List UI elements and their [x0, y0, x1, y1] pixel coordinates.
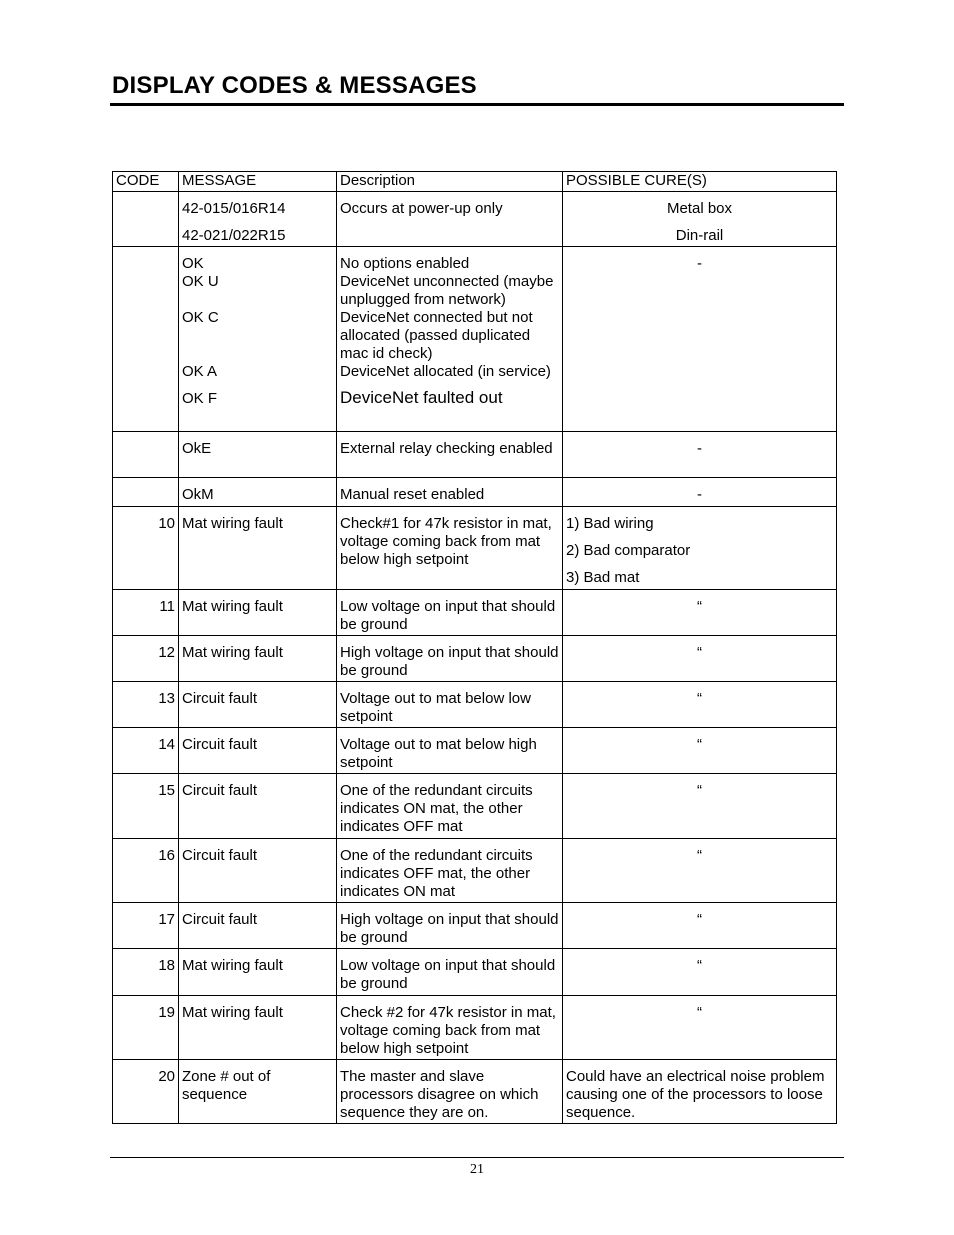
message-cell: Circuit fault [179, 682, 337, 728]
message-cell [179, 247, 337, 432]
description-cell: The master and slave processors disagree on which sequence they are on. [337, 1060, 563, 1124]
code-cell: 19 [113, 996, 179, 1060]
message-cell: Circuit fault [179, 903, 337, 949]
code-cell: 13 [113, 682, 179, 728]
table-row [113, 839, 837, 903]
code-cell [113, 247, 179, 432]
table-row [113, 728, 837, 774]
cure-cell: “ [563, 728, 837, 774]
message-cell: OkE [179, 432, 337, 478]
cure-cell: - [563, 478, 837, 507]
description-cell: Low voltage on input that should be ground [337, 949, 563, 996]
message-line: OK C [182, 309, 219, 326]
table-row [113, 1060, 837, 1124]
description-cell: One of the redundant circuits indicates ON mat, the other indicates OFF mat [337, 774, 563, 839]
message-cell: Mat wiring fault [179, 507, 337, 590]
cure-cell: - [563, 432, 837, 478]
code-cell: 15 [113, 774, 179, 839]
code-cell: 12 [113, 636, 179, 682]
message-cell: Circuit fault [179, 774, 337, 839]
message-line: OK A [182, 363, 218, 380]
table-row [113, 478, 837, 507]
cure-cell: Could have an electrical noise problem causing one of the processors to loose sequence. [563, 1060, 837, 1124]
description-line: No options enabled [340, 255, 470, 272]
header-message: MESSAGE [179, 172, 337, 192]
page-title: DISPLAY CODES & MESSAGES [112, 72, 477, 99]
description-cell [337, 247, 563, 432]
table-row [113, 636, 837, 682]
message-cell: Circuit fault [179, 728, 337, 774]
cure-line: 3) Bad mat [566, 569, 640, 586]
cure-line: - [697, 255, 702, 272]
description-cell: Check#1 for 47k resistor in mat, voltage coming back from mat below high setpoint [337, 507, 563, 590]
cure-cell: “ [563, 774, 837, 839]
code-cell: 18 [113, 949, 179, 996]
description-cell: One of the redundant circuits indicates OFF mat, the other indicates ON mat [337, 839, 563, 903]
description-line: DeviceNet connected but not allocated (passed duplicated mac id check) [340, 309, 533, 362]
description-line: DeviceNet unconnected (maybe unplugged from network) [340, 273, 554, 308]
cure-line: 1) Bad wiring [566, 515, 654, 532]
table-row [113, 590, 837, 636]
display-codes-table [112, 171, 837, 1124]
cure-line: Din-rail [675, 227, 724, 244]
table-row [113, 682, 837, 728]
table-row [113, 949, 837, 996]
message-line: 42-015/016R14 [182, 200, 286, 217]
header-possible-cures: POSSIBLE CURE(S) [563, 172, 837, 192]
cure-cell: “ [563, 682, 837, 728]
table-row [113, 507, 837, 590]
cure-cell [563, 247, 837, 432]
cure-cell: “ [563, 590, 837, 636]
cure-cell [563, 507, 837, 590]
description-cell [337, 192, 563, 247]
code-cell: 11 [113, 590, 179, 636]
message-cell: Mat wiring fault [179, 590, 337, 636]
description-cell: External relay checking enabled [337, 432, 563, 478]
code-cell: 10 [113, 507, 179, 590]
table-row [113, 903, 837, 949]
description-cell: Check #2 for 47k resistor in mat, voltage coming back from mat below high setpoint [337, 996, 563, 1060]
cure-line: 2) Bad comparator [566, 542, 691, 559]
message-cell: Circuit fault [179, 839, 337, 903]
description-cell: Voltage out to mat below high setpoint [337, 728, 563, 774]
table-row [113, 432, 837, 478]
cure-line: Metal box [666, 200, 733, 217]
description-cell: Low voltage on input that should be ground [337, 590, 563, 636]
footer-rule [110, 1157, 844, 1158]
code-cell: 16 [113, 839, 179, 903]
message-line: OK F [182, 390, 218, 407]
table-row [113, 996, 837, 1060]
code-cell: 20 [113, 1060, 179, 1124]
description-cell: Voltage out to mat below low setpoint [337, 682, 563, 728]
message-cell: Mat wiring fault [179, 996, 337, 1060]
header-description: Description [337, 172, 563, 192]
title-underline [110, 103, 844, 106]
message-line: 42-021/022R15 [182, 227, 286, 244]
cure-cell: “ [563, 903, 837, 949]
header-code: CODE [113, 172, 179, 192]
cure-cell: “ [563, 839, 837, 903]
description-line: Occurs at power-up only [340, 200, 503, 217]
table-row [113, 247, 837, 432]
code-cell [113, 432, 179, 478]
description-cell: High voltage on input that should be ground [337, 903, 563, 949]
code-cell: 17 [113, 903, 179, 949]
code-cell [113, 478, 179, 507]
message-line: OK [182, 255, 204, 272]
table-row [113, 192, 837, 247]
description-cell: High voltage on input that should be ground [337, 636, 563, 682]
description-line: DeviceNet faulted out [340, 388, 503, 407]
cure-cell: “ [563, 636, 837, 682]
message-cell: Zone # out of sequence [179, 1060, 337, 1124]
message-cell: Mat wiring fault [179, 949, 337, 996]
cure-cell: “ [563, 949, 837, 996]
cure-cell: “ [563, 996, 837, 1060]
code-cell: 14 [113, 728, 179, 774]
page-number: 21 [470, 1162, 484, 1177]
message-cell: OkM [179, 478, 337, 507]
message-cell [179, 192, 337, 247]
cure-cell [563, 192, 837, 247]
message-line: OK U [182, 273, 219, 290]
code-cell [113, 192, 179, 247]
table-header-row [113, 172, 837, 192]
table-row [113, 774, 837, 839]
description-cell: Manual reset enabled [337, 478, 563, 507]
message-cell: Mat wiring fault [179, 636, 337, 682]
description-line: DeviceNet allocated (in service) [340, 363, 551, 380]
